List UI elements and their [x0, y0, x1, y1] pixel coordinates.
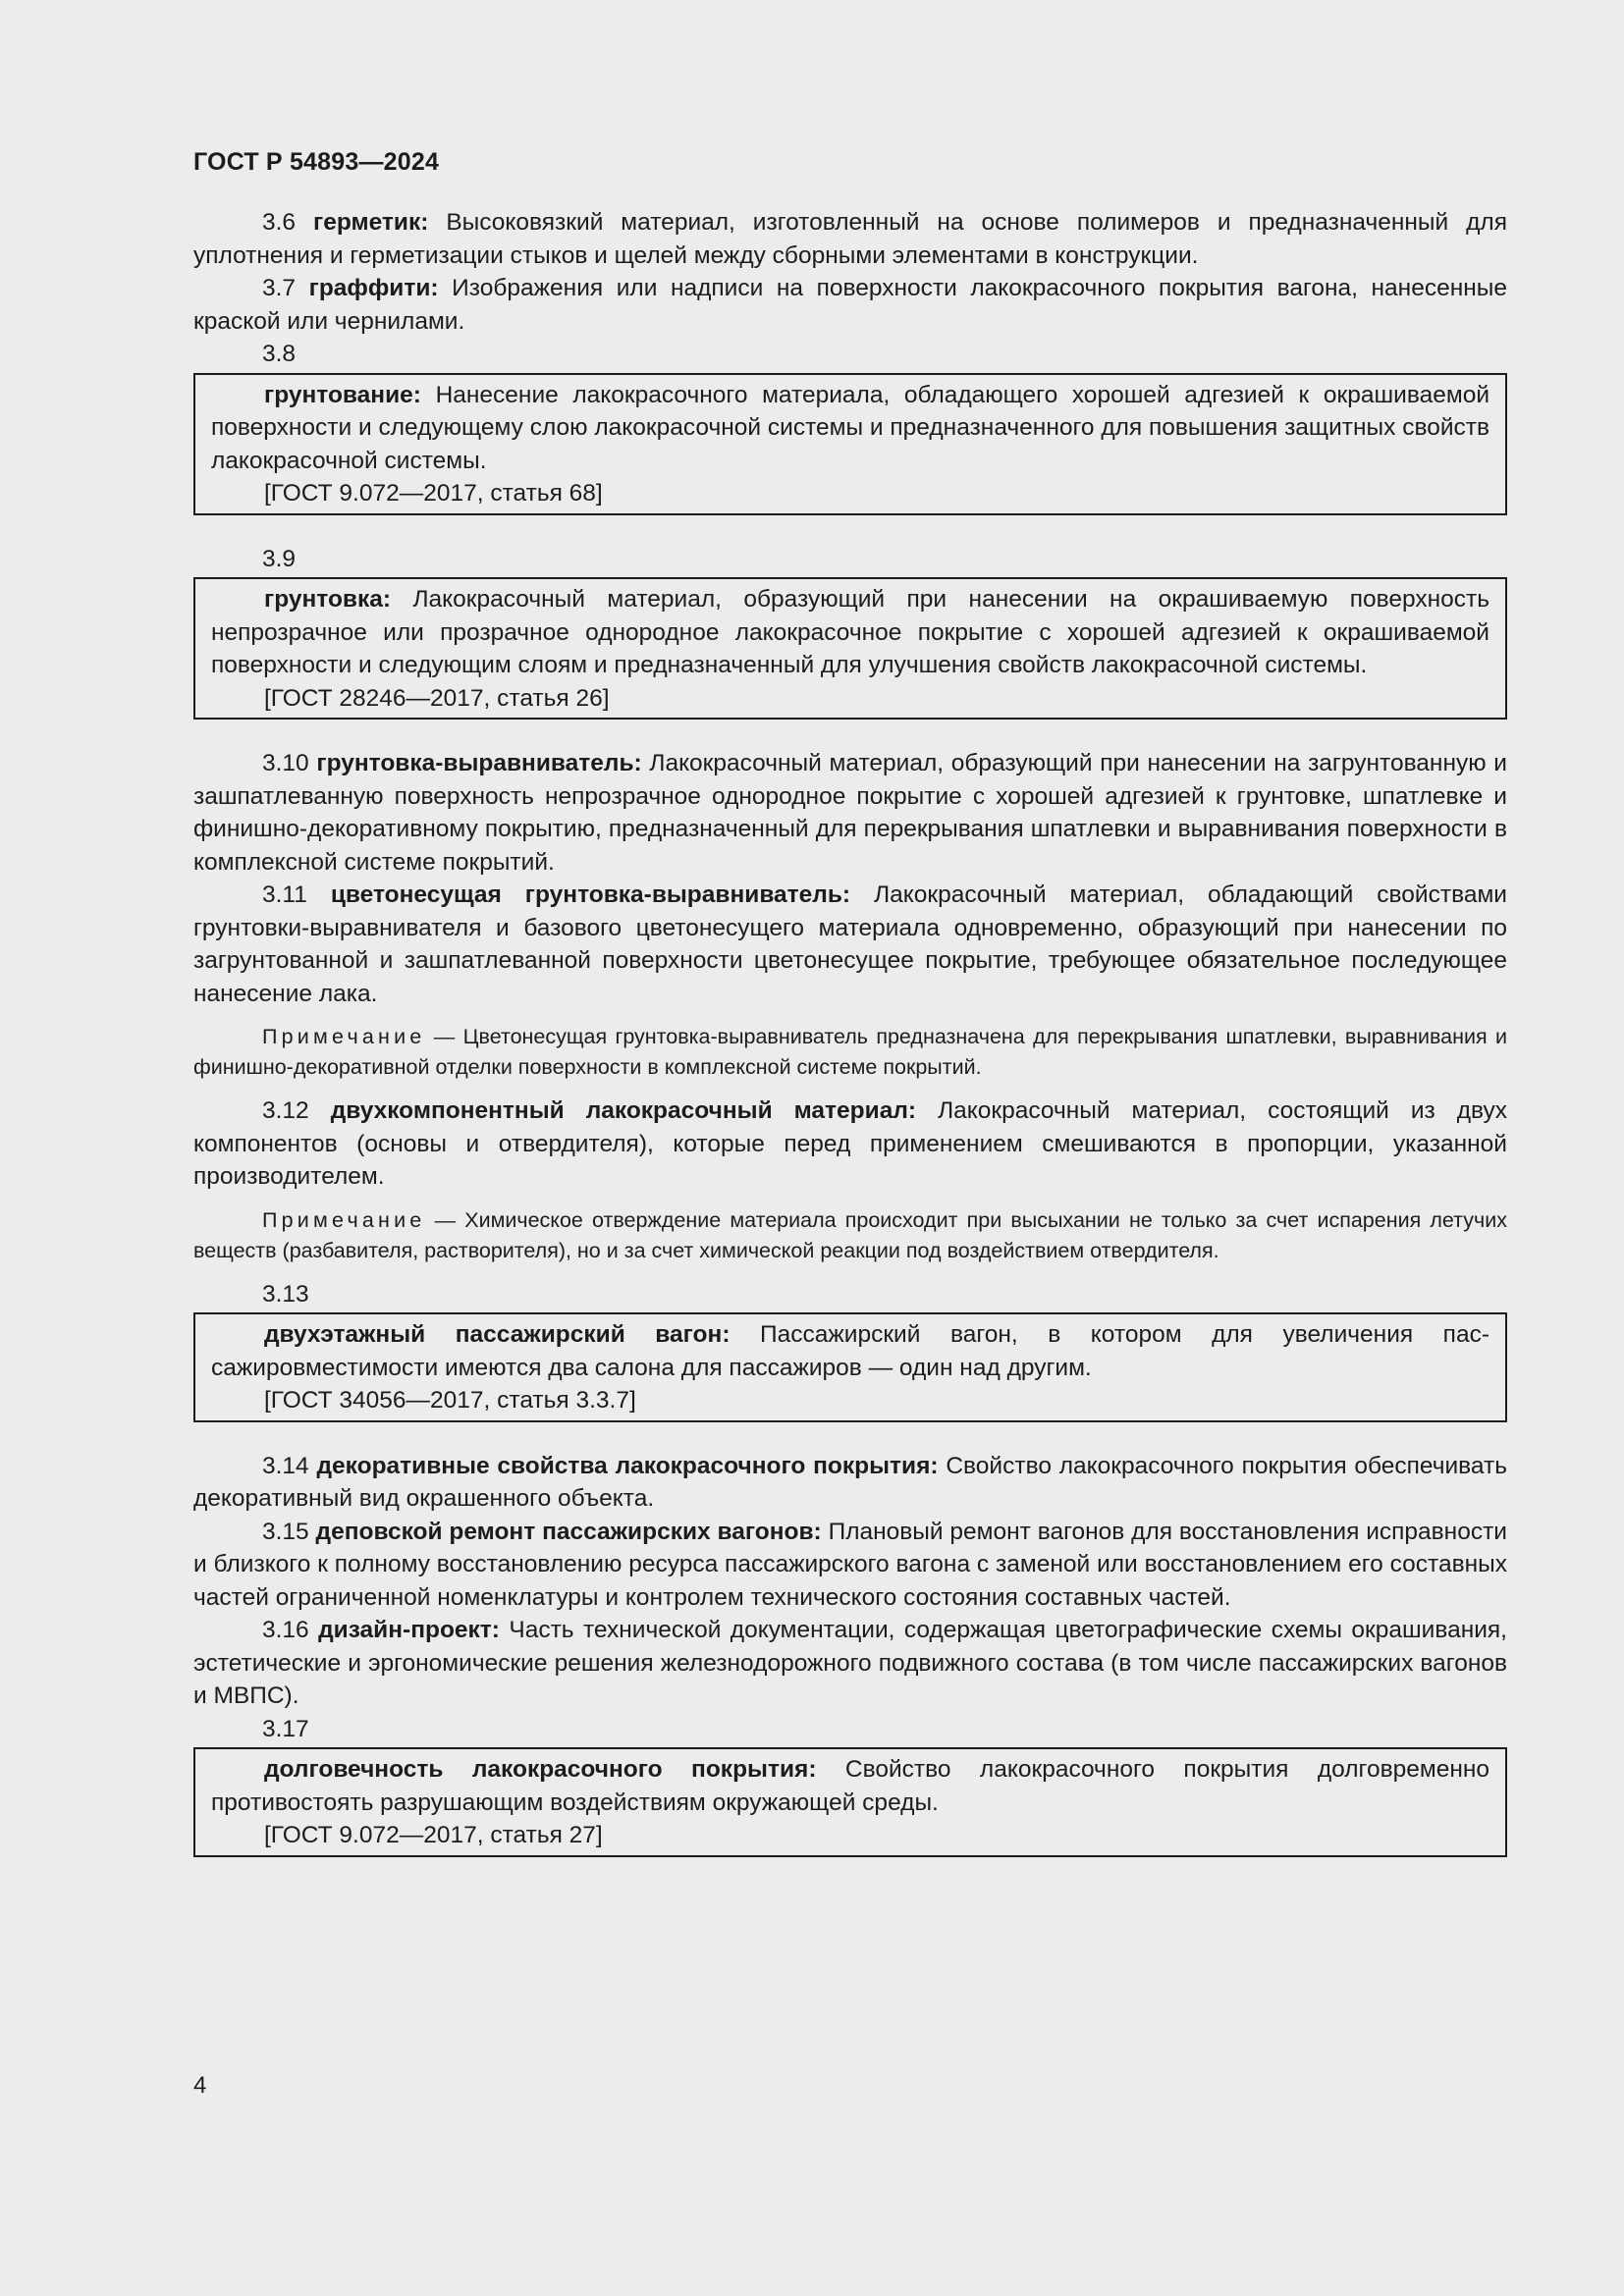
term-definition: Пассажирский вагон, в котором для увеличения пассажировместимости имеются два салона для пассажиров — один над другим. [211, 1321, 1489, 1381]
term-box-3-13 [193, 1312, 1507, 1422]
term-number: 3.16 [262, 1617, 309, 1643]
term-definition: Свойство лакокрасочного покрытия долговременно противостоять разрушающим воздействиям окружающей среды. [211, 1756, 1490, 1816]
note-text: — Химическое отверждение материала происходит при высыхании не только за счет испарения летучих веществ (разбавителя, растворителя), но и за счет химической реакции под воздействием отвердителя. [193, 1207, 1507, 1262]
term-number: 3.11 [262, 881, 307, 908]
document-header: ГОСТ Р 54893—2024 [193, 148, 440, 176]
term-name: граффити: [308, 275, 439, 301]
term-number-3-13: 3.13 [262, 1280, 309, 1308]
term-name: декоративные свойства лакокрасочного покрытия: [316, 1452, 939, 1479]
term-definition: Нанесение лакокрасочного материала, обладающего хорошей адгезией к окрашиваемой поверхности и следующему слою лакокрасочной системы и предназначенного для повышения защитных свойств лакокрасочной системы. [211, 381, 1489, 474]
term-name: грунтовка-выравниватель: [316, 750, 642, 776]
spacer [193, 720, 1507, 747]
term-3-9 [211, 583, 1489, 682]
term-number: 3.14 [262, 1452, 309, 1479]
term-3-12 [193, 1095, 1507, 1194]
term-box-3-8 [193, 373, 1507, 515]
term-definition: Лакокрасочный материал, обладающий свойствами грунтовки-выравнивателя и базового цветонесущего материала одновременно, образующий при нанесении по загрунтованной и зашпатлеванной поверхности цветонесущее покрытие, требующее обязательное последующее нанесение лака. [193, 881, 1507, 1007]
note-3-11 [193, 1022, 1507, 1083]
term-3-7 [193, 272, 1507, 338]
term-source: [ГОСТ 9.072—2017, статья 68] [264, 480, 603, 507]
term-definition: Лакокрасочный материал, состоящий из двух компонентов (основы и отвердителя), которые перед применением смешиваются в пропорции, указанной производителем. [193, 1097, 1508, 1190]
term-source: [ГОСТ 34056—2017, статья 3.3.7] [264, 1387, 636, 1414]
term-definition: Изображения или надписи на поверхности лакокрасочного покрытия вагона, нанесенные краской или чернилами. [193, 275, 1507, 335]
term-number: 3.12 [262, 1097, 309, 1124]
term-3-13 [211, 1318, 1489, 1384]
spacer [193, 1422, 1507, 1450]
term-name: грунтовка: [264, 586, 392, 613]
term-3-17 [211, 1753, 1489, 1819]
term-number-3-9: 3.9 [262, 545, 297, 572]
term-definition: Часть технической документации, содержащая цветографические схемы окрашивания, эстетические и эргономические решения железнодорожного подвижного состава (в том числе пассажирских вагонов и МВПС). [193, 1617, 1507, 1709]
term-number: 3.6 [262, 209, 297, 236]
spacer [193, 515, 1507, 543]
term-3-8 [211, 379, 1489, 478]
term-3-10 [193, 747, 1507, 879]
term-name: герметик: [313, 209, 429, 236]
term-name: дизайн-проект: [318, 1617, 500, 1643]
term-name: деповской ремонт пассажирских вагонов: [315, 1518, 822, 1545]
term-number: 3.15 [262, 1518, 309, 1545]
page-number: 4 [193, 2072, 207, 2099]
term-definition: Высоковязкий материал, изготовленный на основе полимеров и предназначенный для уплотнения и герметизации стыков и щелей между сборными элементами в конструкции. [193, 209, 1507, 269]
term-name: двухкомпонентный лакокрасочный материал: [330, 1097, 917, 1124]
note-label: Примечание [262, 1025, 426, 1048]
term-number-3-8: 3.8 [262, 341, 297, 367]
term-number: 3.10 [262, 750, 309, 776]
note-3-12 [193, 1205, 1507, 1266]
term-source: [ГОСТ 9.072—2017, статья 27] [264, 1822, 603, 1848]
term-3-6 [193, 206, 1507, 272]
note-text: — Цветонесущая грунтовка-выравниватель предназначена для перекрывания шпатлевки, выравнивания и финишно-декоративной отделки поверхности в комплексной системе покрытий. [193, 1025, 1507, 1079]
term-definition: Свойство лакокрасочного покрытия обеспечивать декоративный вид окрашенного объекта. [193, 1452, 1507, 1512]
page-content [193, 145, 1507, 1857]
term-name: двухэтажный пассажирский вагон: [264, 1321, 731, 1348]
term-box-3-17 [193, 1747, 1507, 1857]
term-3-16 [193, 1614, 1507, 1713]
term-number-3-17: 3.17 [262, 1715, 309, 1742]
note-label: Примечание [262, 1207, 426, 1232]
term-number: 3.7 [262, 275, 297, 301]
term-name: долговечность лакокрасочного покрытия: [264, 1756, 817, 1783]
term-definition: Лакокрасочный материал, образующий при нанесении на окрашиваемую поверхность непрозрачное или прозрачное однородное лакокрасочное покрытие с хорошей адгезией к окрашиваемой поверхности и следующим слоям и предназначенный для улучшения свойств лакокрасочной системы. [211, 586, 1489, 678]
term-name: грунтование: [264, 381, 421, 408]
term-3-14 [193, 1450, 1507, 1516]
term-name: цветонесущая грунтовка-выравниватель: [330, 881, 851, 908]
term-definition: Лакокрасочный материал, образующий при нанесении на загрунтованную и зашпатлеванную поверхность непрозрачное однородное покрытие с хорошей адгезией к грунтовке, шпатлевке и финишно-декоративному покрытию, предназначенный для перекрывания шпатлевки и выравнивания поверхности в комплексной системе покрытий. [193, 750, 1507, 876]
term-definition: Плановый ремонт вагонов для восстановления исправности и близкого к полному восстановлению ресурса пассажирского вагона с заменой или восстановлением его составных частей ограниченной номенклатуры и контролем технического состояния составных частей. [193, 1518, 1507, 1611]
term-3-11 [193, 879, 1507, 1010]
term-box-3-9 [193, 577, 1507, 720]
term-3-15 [193, 1516, 1507, 1615]
term-source: [ГОСТ 28246—2017, статья 26] [264, 684, 610, 712]
